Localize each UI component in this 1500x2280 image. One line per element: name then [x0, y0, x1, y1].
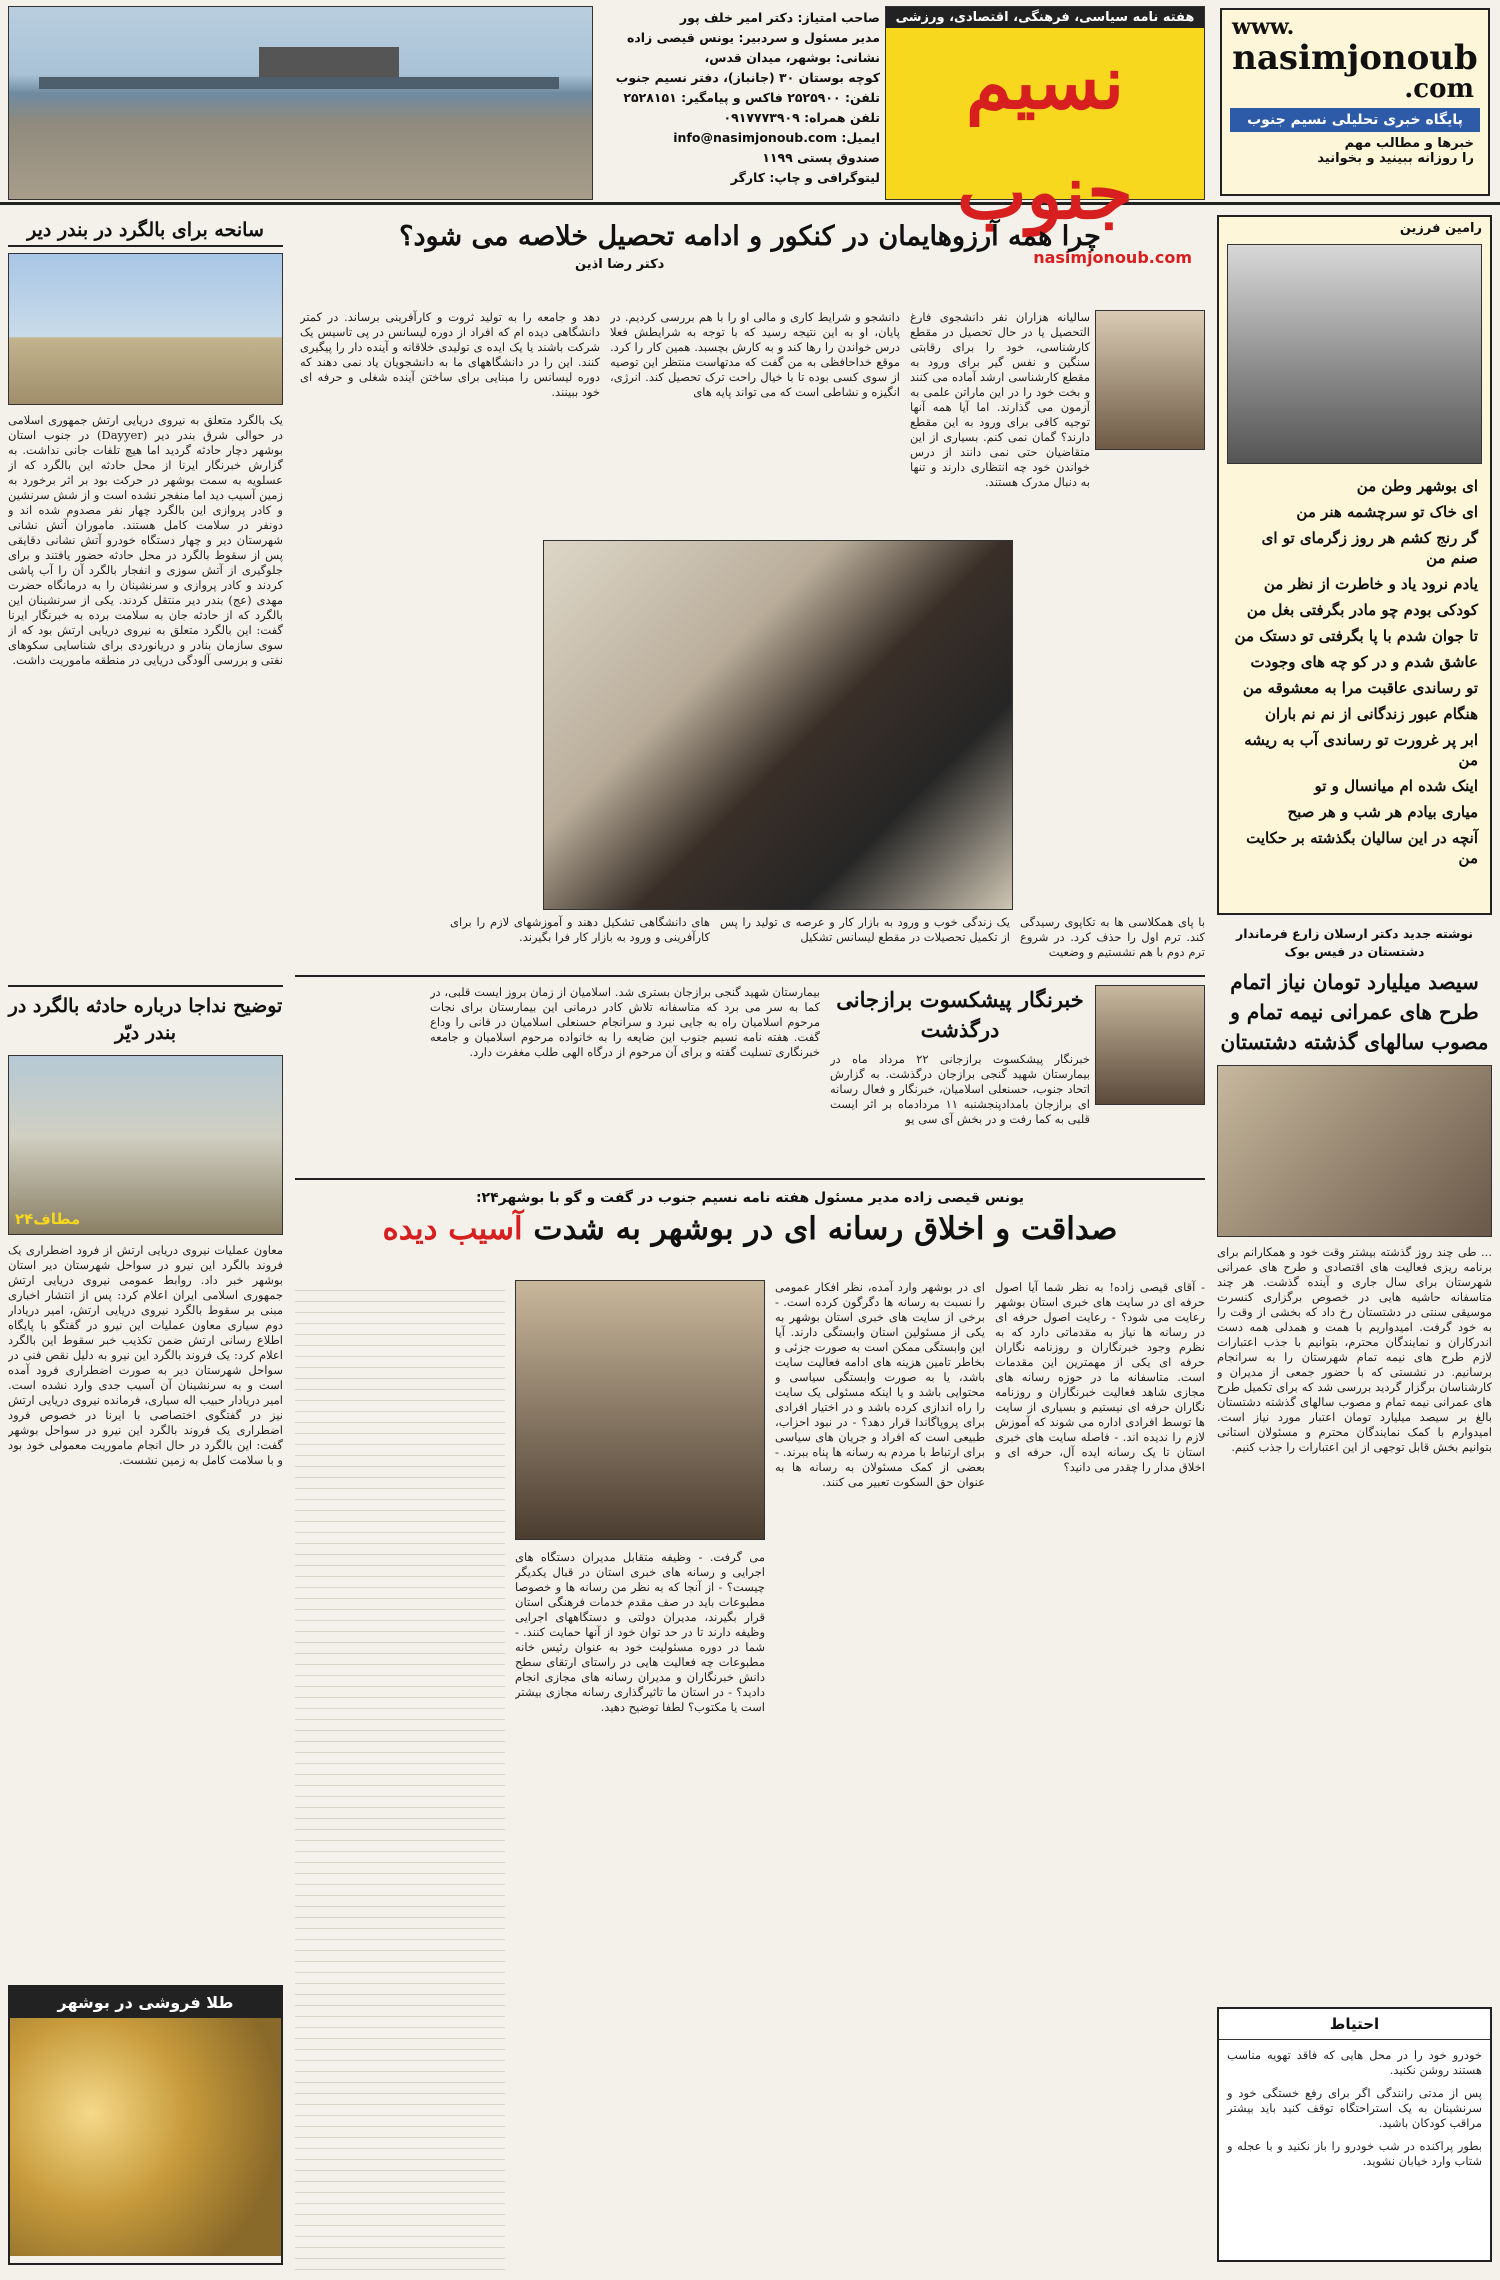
poem-line: آنچه در این سالیان بگذشته بر حکایت من	[1246, 829, 1478, 867]
main-col-2: دانشجو و شرایط کاری و مالی او را با هم بررسی کردیم. در پایان، او به این نتیجه رسید که با توجه به شرایطش فعلا درس خواندن را رها کند و به کارش بچسبد. همین کار را کرد. موقع خداحافظی به من گفت که مدتهاست منتظر این توصیه از سوی کسی بوده تا با خیال راحت ترک تحصیل کند. انرژی، انگیزه و نشاطی است که می تواند پایه های	[610, 310, 900, 399]
main-title: چرا همه آرزوهایمان در کنکور و ادامه تحصیل خلاصه می شود؟	[399, 221, 1101, 252]
info-line: ایمیل: info@nasimjonoub.com	[673, 130, 880, 145]
obituary-text-2: بیمارستان شهید گنجی برازجان بستری شد. اسلامیان از زمان بروز ایست قلبی، در کما به سر می برد که متاسفانه تلاش کادر درمانی این بیمارستان برای نجات مرحوم اسلامیان راه به جایی نبرد و سرانجام حسنعلی اسلامیان در فانی را وداع گفت. هفته نامه نسیم جنوب این ضایعه را به خانواده مرحوم اسلامیان و جامعه خبرنگاری تسلیت گفته و برای آن مرحوم از درگاه الهی طلب مغفرت دارد.	[430, 985, 820, 1059]
paper-type: هفته نامه سیاسی، فرهنگی، اقتصادی، ورزشی	[886, 7, 1204, 28]
interview-kicker: یونس قیصی زاده مدیر مسئول هفته نامه نسیم جنوب در گفت و گو با بوشهر۲۴:	[475, 1190, 1025, 1206]
obituary-photo	[1095, 985, 1205, 1105]
poem-line: تو رساندی عاقبت مرا به معشوقه من	[1242, 679, 1478, 697]
main-col-bottom-3: های دانشگاهی تشکیل دهند و آموزشهای لازم را برای کارآفرینی و ورود به بازار کار فرا بگیرند.	[450, 915, 710, 944]
website-tld: .com	[1404, 74, 1474, 104]
logo-url: nasimjonoub.com	[1033, 248, 1192, 267]
interview-article	[295, 1190, 1205, 2275]
obituary-text-1: خبرنگار پیشکسوت برازجانی ۲۲ مرداد ماه در بیمارستان شهید گنجی برازجان درگذشت. به گزارش اتحاد جنوب، حسنعلی اسلامیان، خبرنگار و فعال رسانه ای برازجان بامدادپنجشنبه ۱۱ مردادماه بر اثر ایست قلبی به کما رفت و در بخش آی سی یو	[830, 1052, 1090, 1126]
info-line: کوچه بوستان ۳۰ (جانباز)، دفتر نسیم جنوب	[615, 70, 880, 85]
obituary-title: خبرنگار پیشکسوت برازجانی درگذشت	[836, 987, 1084, 1042]
poem-line: عاشق شدم و در کو چه های وجودت	[1250, 653, 1478, 671]
interview-col-3: می گرفت. - وظیفه متقابل مدیران دستگاه های اجرایی و رسانه های خبری استان در قبال یکدیگر چیست؟ - از آنجا که به نظر من رسانه ها و خصوصا مطبوعات باید در صف مقدم خدمات فرهنگی استان قرار بگیرند، مدیران دولتی و دستگاههای اجرایی وظیفه دارند تا در حد توان خود از آنها حمایت کنند. - شما در دوره مسئولیت خود به عنوان رئیس خانه مطبوعات چه فعالیت هایی در راستای ارتقای سطح دانش خبرنگاران و مدیران رسانه های مجازی انجام دادید؟ - در استان ما تاثیرگذاری رسانه مجازی بیشتر است یا مکتوب؟ لطفا توضیح دهید.	[515, 1550, 765, 1714]
poem-line: ابر پر غرورت تو رساندی آب به ریشه من	[1244, 731, 1478, 769]
main-col-bottom-1: با پای همکلاسی ها به تکاپوی رسیدگی کند. ترم اول را حذف کرد. در شروع ترم دوم با هم نشستیم و وضعیت	[1020, 915, 1205, 959]
caution-title: احتیاط	[1219, 2009, 1490, 2040]
poem-box	[1217, 215, 1492, 915]
crash-photo	[8, 1055, 283, 1235]
gold-box	[8, 1985, 283, 2265]
poem-line: گر رنج کشم هر روز زگرمای تو ای صنم من	[1261, 529, 1478, 567]
exam-photo	[543, 540, 1013, 910]
poem-text	[1219, 468, 1490, 882]
interview-col-4	[295, 1280, 505, 2270]
publisher-info	[600, 8, 880, 200]
gold-title: طلا فروشی در بوشهر	[10, 1987, 281, 2018]
website-main: nasimjonoub	[1232, 38, 1478, 78]
dev-photo	[1217, 1065, 1492, 1237]
info-line: تلفن: ۲۵۲۵۹۰۰ فاکس و پیامگیر: ۲۵۲۸۱۵۱	[623, 90, 880, 105]
info-line: لیتوگرافی و چاپ: کارگر	[730, 170, 880, 185]
poem-author: رامین فرزین	[1399, 221, 1482, 236]
caution-item: پس از مدتی رانندگی اگر برای رفع خستگی خود و سرنشینان به یک استراحتگاه توقف کنید باید بیشتر مراقب کودکان باشید.	[1227, 2086, 1482, 2130]
interview-col-1: - آقای قیصی زاده! به نظر شما آیا اصول حرفه ای در سایت های خبری استان بوشهر رعایت می شود؟ - رعایت اصول حرفه ای در رسانه ها نیاز به مقدماتی دارد که به نظرم وجود خبرنگاران و روزنامه نگاران حرفه ای یکی از مهمترین این مقدمات است. متاسفانه ما در حوزه رسانه های مجازی شاهد فعالیت خبرنگاران و روزنامه نگاران حرفه ای نیستیم و بسیاری از سایت ها توسط افرادی اداره می شوند که آموزش لازم را ندیده اند. - فاصله سایت های خبری استان تا یک رسانه ایده آل، حرفه ای و اخلاق مدار را چقدر می دانید؟	[995, 1280, 1205, 1474]
dev-text: ... طی چند روز گذشته بیشتر وقت خود و همکارانم برای برنامه ریزی فعالیت های اقتصادی و طرح های عمرانی شهرستان برای سال جاری و آینده گذشت. هر چند متاسفانه حاشیه هایی در خصوص برگزاری کنسرت موسیقی سنتی در دشتستان رخ داد که بخشی از وقت را به خود گرفت. امیدواریم با همت و همدلی همه دست اندرکاران و نمایندگان محترم، بتوانیم با جذب اعتبارات لازم طرح های نیمه تمام شهرستان را به سرانجام برسانیم. در نشستی که با حضور جمعی از مدیران و کارشناسان برگزار گردید بررسی شد که برای تکمیل طرح های عمرانی نیمه تمام و مصوب سالهای گذشته دشتستان بالغ بر سیصد میلیارد تومان اعتبار مورد نیاز است. امیدوارم با کمک نمایندگان محترم و مسئولان استانی بتوانیم بخش قابل توجهی از این اعتبارات را جذب کنیم.	[1217, 1245, 1492, 1454]
author-photo	[1095, 310, 1205, 450]
poem-line: ای خاک تو سرچشمه هنر من	[1296, 503, 1478, 521]
poem-photo	[1227, 244, 1482, 464]
main-col-bottom-2: یک زندگی خوب و ورود به بازار کار و عرصه ی تولید را پس از تکمیل تحصیلات در مقطع لیسانس تشکیل	[720, 915, 1010, 944]
site-sub1: خبرها و مطالب مهم	[1344, 136, 1474, 151]
poem-line: یادم نرود یاد و خاطرت از نظر من	[1263, 575, 1478, 593]
interview-title-part2: آسیب دیده	[382, 1211, 523, 1247]
info-line: تلفن همراه: ۰۹۱۷۷۷۳۹۰۹	[723, 110, 880, 125]
info-line: مدیر مسئول و سردبیر: یونس قیصی زاده	[626, 30, 880, 45]
clarify-title: توضیح نداجا درباره حادثه بالگرد در بندر دیّر	[8, 985, 283, 1047]
port-photo	[8, 6, 593, 200]
dev-kicker: نوشته جدید دکتر ارسلان زارع فرماندار دشتستان در فیس بوک	[1236, 926, 1473, 959]
info-line: صاحب امتیاز: دکتر امیر خلف پور	[679, 10, 880, 25]
helicopter-text: یک بالگرد متعلق به نیروی دریایی ارتش جمهوری اسلامی در حوالی شرق بندر دیر (Dayyer) در جنوب استان بوشهر دچار حادثه گردید اما هیچ تلفات جانی نداشت. به گزارش خبرنگار ایرنا از محل حادثه این بالگرد که از عسلویه به سمت بوشهر در حرکت بود بر اثر برخورد به زمین آسیب دید اما منفجر نشده است و از شش سرنشین و کادر پروازی این بالگرد چهار نفر مصدوم شده اند و دونفر در سلامت کامل هستند. ماموران آتش نشانی شهرستان دیر و چهار دستگاه خودرو آتش نشانی دقایقی پس از سقوط بالگرد در محل حادثه حضور یافتند و برای جلوگیری از آتش سوزی و انفجار بالگرد آن را آب پاشی کردند و کادر پروازی و سرنشینان را به درمانگاه حضرت مهدی (عج) بندر دیر منتقل کردند. یکی از سرنشینان این بالگرد که از حادثه جان به سلامت برده به خبرنگار ایرنا گفت: این بالگرد متعلق به نیروی دریایی ارتش بود که از سوی سازمان بنادر و دریانوردی برای شناسایی سکوهای نفتی و بررسی آلودگی دریایی در منطقه ماموریت داشت.	[8, 413, 283, 667]
caution-box	[1217, 2007, 1492, 2262]
caution-item: خودرو خود را در محل هایی که فاقد تهویه مناسب هستند روشن نکنید.	[1227, 2048, 1482, 2077]
poem-line: اینک شده ام میانسال و تو	[1314, 777, 1478, 795]
main-col-1: سالیانه هزاران نفر دانشجوی فارغ التحصیل یا در حال تحصیل در مقطع کارشناسی، خود را برای رقابتی سنگین و نفس گیر برای ورود به مقطع کارشناسی ارشد آماده می کنند و بخت خود را در این ماراتن علمی به آزمون می گذارند. اما آیا همه آنها توجیه کافی برای ورود به این مقطع دارند؟ گمان نمی کنم. بسیاری از این متقاضیان حتی نمی دانند از درس خواندن خود چه انتظاری دارند و تنها به دنبال مدرک هستند.	[910, 310, 1090, 489]
interview-title	[295, 1206, 1205, 1252]
website-box[interactable]	[1220, 8, 1490, 196]
website-www: www.	[1232, 14, 1295, 40]
interview-photo	[515, 1280, 765, 1540]
dev-title: سیصد میلیارد تومان نیاز اتمام طرح های عمرانی نیمه تمام و مصوب سالهای گذشته دشتستان	[1220, 970, 1489, 1054]
logo-text: نسیم جنوب	[957, 40, 1133, 236]
poem-line: میاری بیادم هر شب و هر صبح	[1287, 803, 1478, 821]
main-article	[295, 215, 1205, 1320]
helicopter-title: سانحه برای بالگرد در بندر دیر	[8, 215, 283, 247]
site-sub2: را روزانه ببینید و بخوانید	[1317, 151, 1474, 166]
poem-line: ای بوشهر وطن من	[1356, 477, 1478, 495]
dev-article	[1217, 925, 1492, 1995]
info-line: صندوق پستی ۱۱۹۹	[762, 150, 880, 165]
left-sidebar	[8, 215, 283, 2275]
helicopter-photo	[8, 253, 283, 405]
interview-col-2: ای در بوشهر وارد آمده، نظر افکار عمومی را نسبت به رسانه ها دگرگون کرده است. - برخی از سایت های خبری استان بوشهر به یکی از مسئولین استان وابستگی دارند. آیا این وابستگی ممکن است به صورت جزئی و بخاطر تامین هزینه های ادامه فعالیت سایت باشد، یا به صورت وابستگی سیاسی و محتوایی باشد و یا اینکه مسئولی یک سایت را راه اندازی کرده باشد و در اختیار افرادی برای پروپاگاندا قرار دهد؟ - در نبود احزاب، طبیعی است که افراد و جریان های سیاسی برای ارتباط با مردم به رسانه ها پناه ببرند. - بعضی از کمک مسئولان به رسانه ها به عنوان حق السکوت تعبیر می کنند.	[775, 1280, 985, 1489]
logo-block	[885, 6, 1205, 267]
info-line: نشانی: بوشهر، میدان قدس،	[704, 50, 880, 65]
poem-line: تا جوان شدم با پا بگرفتی تو دستک من	[1234, 627, 1478, 645]
poem-line: هنگام عبور زندگانی از نم نم باران	[1265, 705, 1478, 723]
photo-caption: مطاف۲۴	[15, 1210, 81, 1228]
clarify-text: معاون عملیات نیروی دریایی ارتش از فرود اضطراری یک فروند بالگرد این نیرو در سواحل شهرستان دیر استان بوشهر خبر داد. روابط عمومی نیروی دریایی ارتش جمهوری اسلامی ایران اعلام کرد: پس از انتشار اخباری مبنی بر سقوط بالگرد نیروی دریایی ارتش، امیر دریادار دوم سیاری معاون عملیات این نیرو در گفتگو با پایگاه اطلاع رسانی ارتش ضمن تکذیب خبر سقوط این بالگرد اعلام کرد: یک فروند بالگرد این نیرو به دلیل نقص فنی در سواحل شهرستان دیر به صورت اضطراری فرود آمده است و به سرنشینان آن آسیب جدی وارد نشده است. امیر دریادار حبیب اله سیاری، فرمانده نیروی دریایی ارتش نیز در گفتگوی اختصاصی با ایرنا در خصوص فرود اضطراری یک فروند بالگرد این نیرو در سواحل بوشهر گفت: این بالگرد در حال انجام ماموریت معمولی خود بود و با سلامت کامل به زمین نشست.	[8, 1243, 283, 1467]
poem-line: کودکی بودم چو مادر بگرفتی بغل من	[1246, 601, 1478, 619]
caution-item: بطور پراکنده در شب خودرو را باز نکنید و با عجله و شتاب وارد خیابان نشوید.	[1227, 2139, 1482, 2168]
main-col-3: دهد و جامعه را به تولید ثروت و کارآفرینی برساند. در کمتر دانشگاهی دیده ام که افراد از دوره لیسانس در پی تاسیس یک شرکت باشند یا یک ایده ی تولیدی خلاقانه و آینده دار را پیگیری کنند. این را در دانشگاههای ما به دانشجویان یاد نمی دهند که دوره لیسانس را مبنایی برای ساختن آینده شغلی و حرفه ای خود ببینند.	[300, 310, 600, 399]
interview-title-part1: صداقت و اخلاق رسانه ای در بوشهر به شدت	[533, 1211, 1118, 1247]
obituary-box	[295, 975, 1205, 1180]
main-author: دکتر رضا اذین	[575, 257, 665, 272]
site-tagline: پایگاه خبری تحلیلی نسیم جنوب	[1230, 108, 1480, 132]
right-sidebar	[1217, 215, 1492, 2275]
gold-photo	[10, 2018, 281, 2256]
